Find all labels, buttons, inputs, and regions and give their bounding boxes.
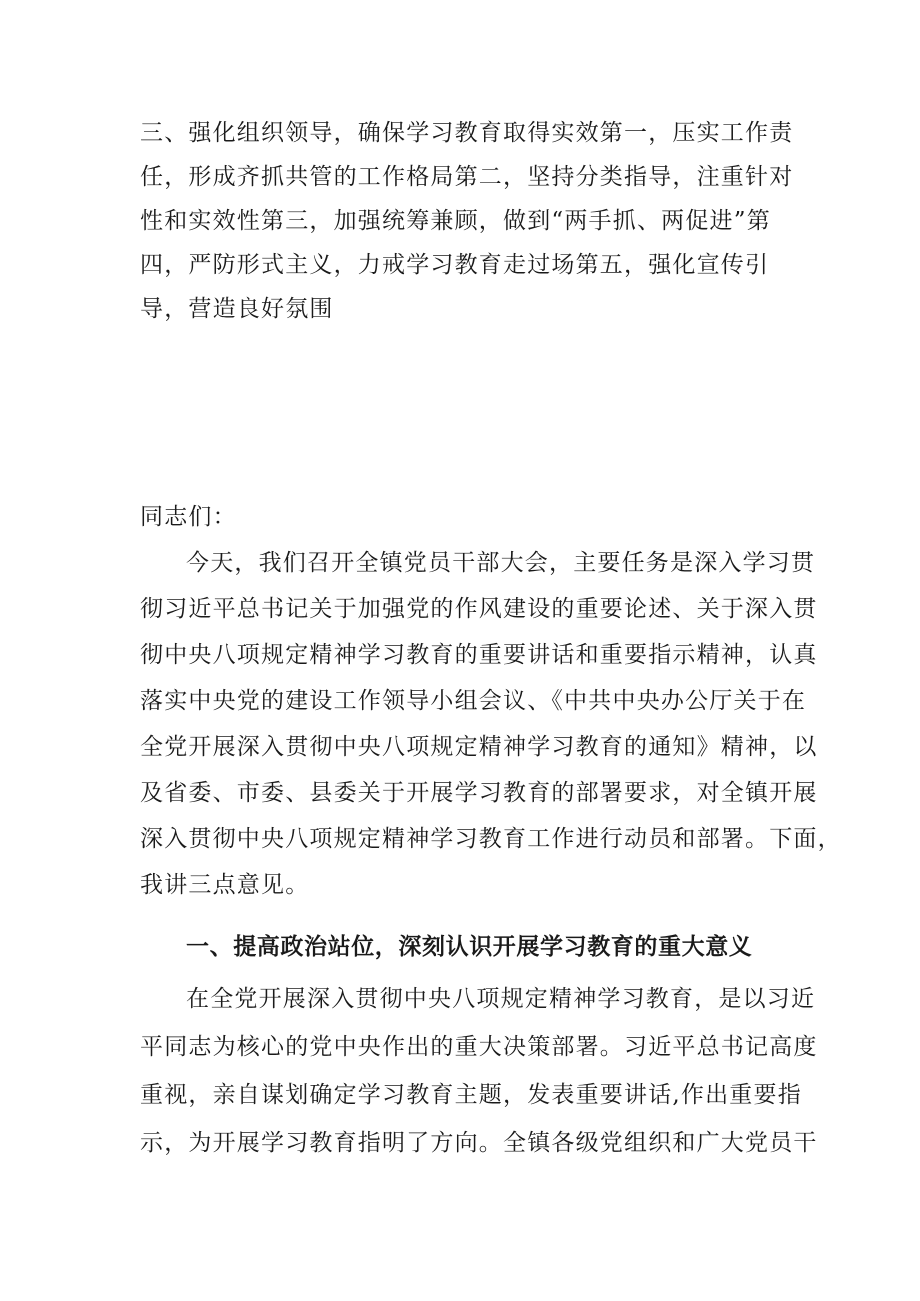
section-line: 在全党开展深入贯彻中央八项规定精神学习教育，是以习近 [186,986,816,1012]
section-line: 示，为开展学习教育指明了方向。全镇各级党组织和广大党员干 [140,1130,818,1156]
intro-line: 今天，我们召开全镇党员干部大会，主要任务是深入学习贯 [186,550,816,576]
section-line: 重视，亲自谋划确定学习教育主题，发表重要讲话,作出重要指 [140,1082,802,1108]
section-heading: 一、提高政治站位，深刻认识开展学习教育的重大意义 [186,934,753,960]
summary-line: 三、强化组织领导，确保学习教育取得实效第一，压实工作责 [140,120,794,146]
summary-line: 四，严防形式主义，力戒学习教育走过场第五，强化宣传引 [140,252,770,278]
intro-line: 全党开展深入贯彻中央八项规定精神学习教育的通知》精神，以 [140,734,818,760]
summary-line: 任，形成齐抓共管的工作格局第二，坚持分类指导，注重针对 [140,164,794,190]
section-line: 平同志为核心的党中央作出的重大决策部署。习近平总书记高度 [140,1034,818,1060]
intro-line: 彻习近平总书记关于加强党的作风建设的重要论述、关于深入贯 [140,596,818,622]
salutation: 同志们： [140,504,237,530]
intro-line: 我讲三点意见。 [140,872,310,898]
summary-line: 性和实效性第三，加强统筹兼顾，做到“两手抓、两促进”第 [140,208,771,234]
intro-line: 彻中央八项规定精神学习教育的重要讲话和重要指示精神，认真 [140,642,818,668]
intro-line: 及省委、市委、县委关于开展学习教育的部署要求，对全镇开展 [140,780,818,806]
summary-line: 导，营造良好氛围 [140,296,334,322]
intro-line: 落实中央党的建设工作领导小组会议、《中共中央办公厅关于在 [140,688,807,714]
intro-line: 深入贯彻中央八项规定精神学习教育工作进行动员和部署。下面， [140,826,842,852]
